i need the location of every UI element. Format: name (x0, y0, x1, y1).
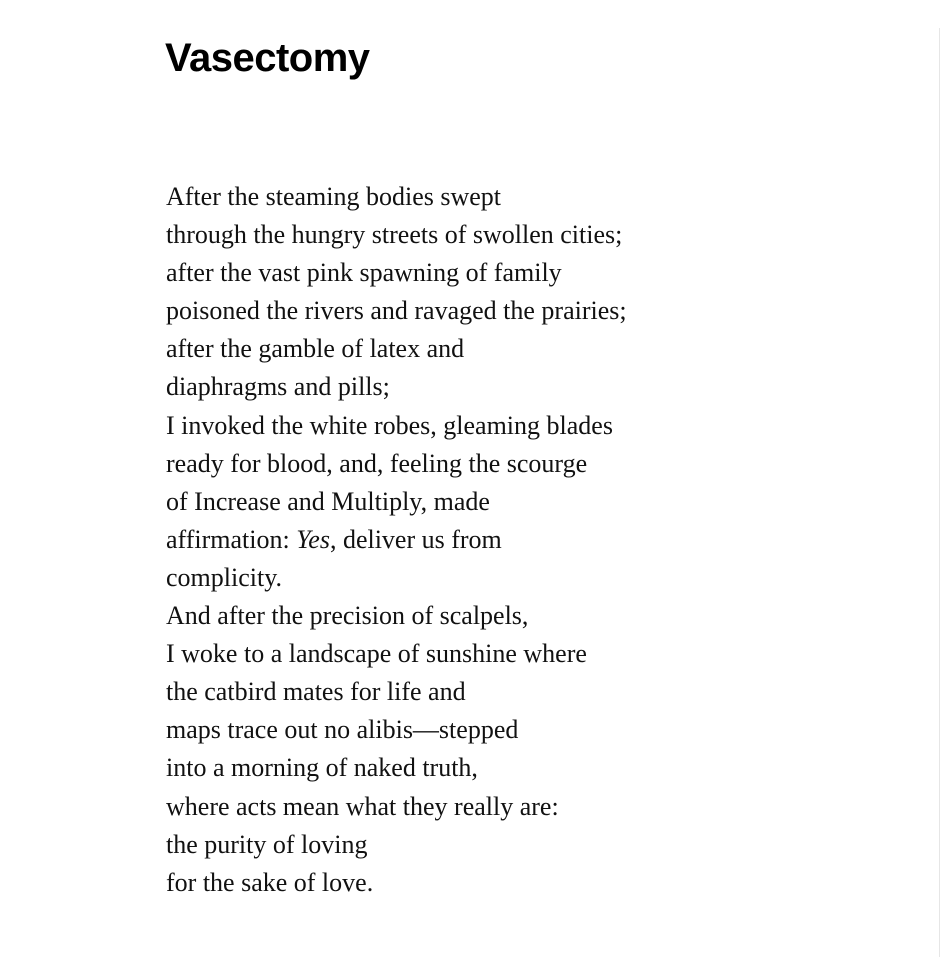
poem-body (166, 178, 627, 902)
poem-line: I invoked the white robes, gleaming blades (166, 410, 613, 440)
poem-line: through the hungry streets of swollen cities; (166, 220, 623, 250)
poem-line: complicity. (166, 562, 283, 592)
poem-line: where acts mean what they really are: (166, 791, 559, 821)
poem-line: after the vast pink spawning of family (166, 258, 562, 288)
poem-line: And after the precision of scalpels, (166, 601, 529, 631)
poem-line: the catbird mates for life and (166, 677, 466, 707)
poem-title: Vasectomy (165, 36, 370, 80)
poem-line: for the sake of love. (166, 867, 374, 897)
poem-line: diaphragms and pills; (166, 372, 390, 402)
poem-line: maps trace out no alibis—stepped (166, 715, 519, 745)
poem-line: of Increase and Multiply, made (166, 486, 490, 516)
poem-line: ready for blood, and, feeling the scourge (166, 448, 588, 478)
poem-line-text: , deliver us from (329, 524, 502, 554)
poem-line: into a morning of naked truth, (166, 753, 478, 783)
poem-line: after the gamble of latex and (166, 334, 465, 364)
poem-line: After the steaming bodies swept (166, 182, 502, 211)
poem-line: poisoned the rivers and ravaged the prairies; (166, 296, 627, 326)
poem-line-text: affirmation: (166, 524, 297, 554)
poem-line: I woke to a landscape of sunshine where (166, 639, 587, 669)
poem-line (166, 521, 627, 559)
poem-line: the purity of loving (166, 829, 368, 859)
poem-line-italic-word: Yes (296, 524, 330, 554)
page-edge-divider (939, 28, 940, 957)
